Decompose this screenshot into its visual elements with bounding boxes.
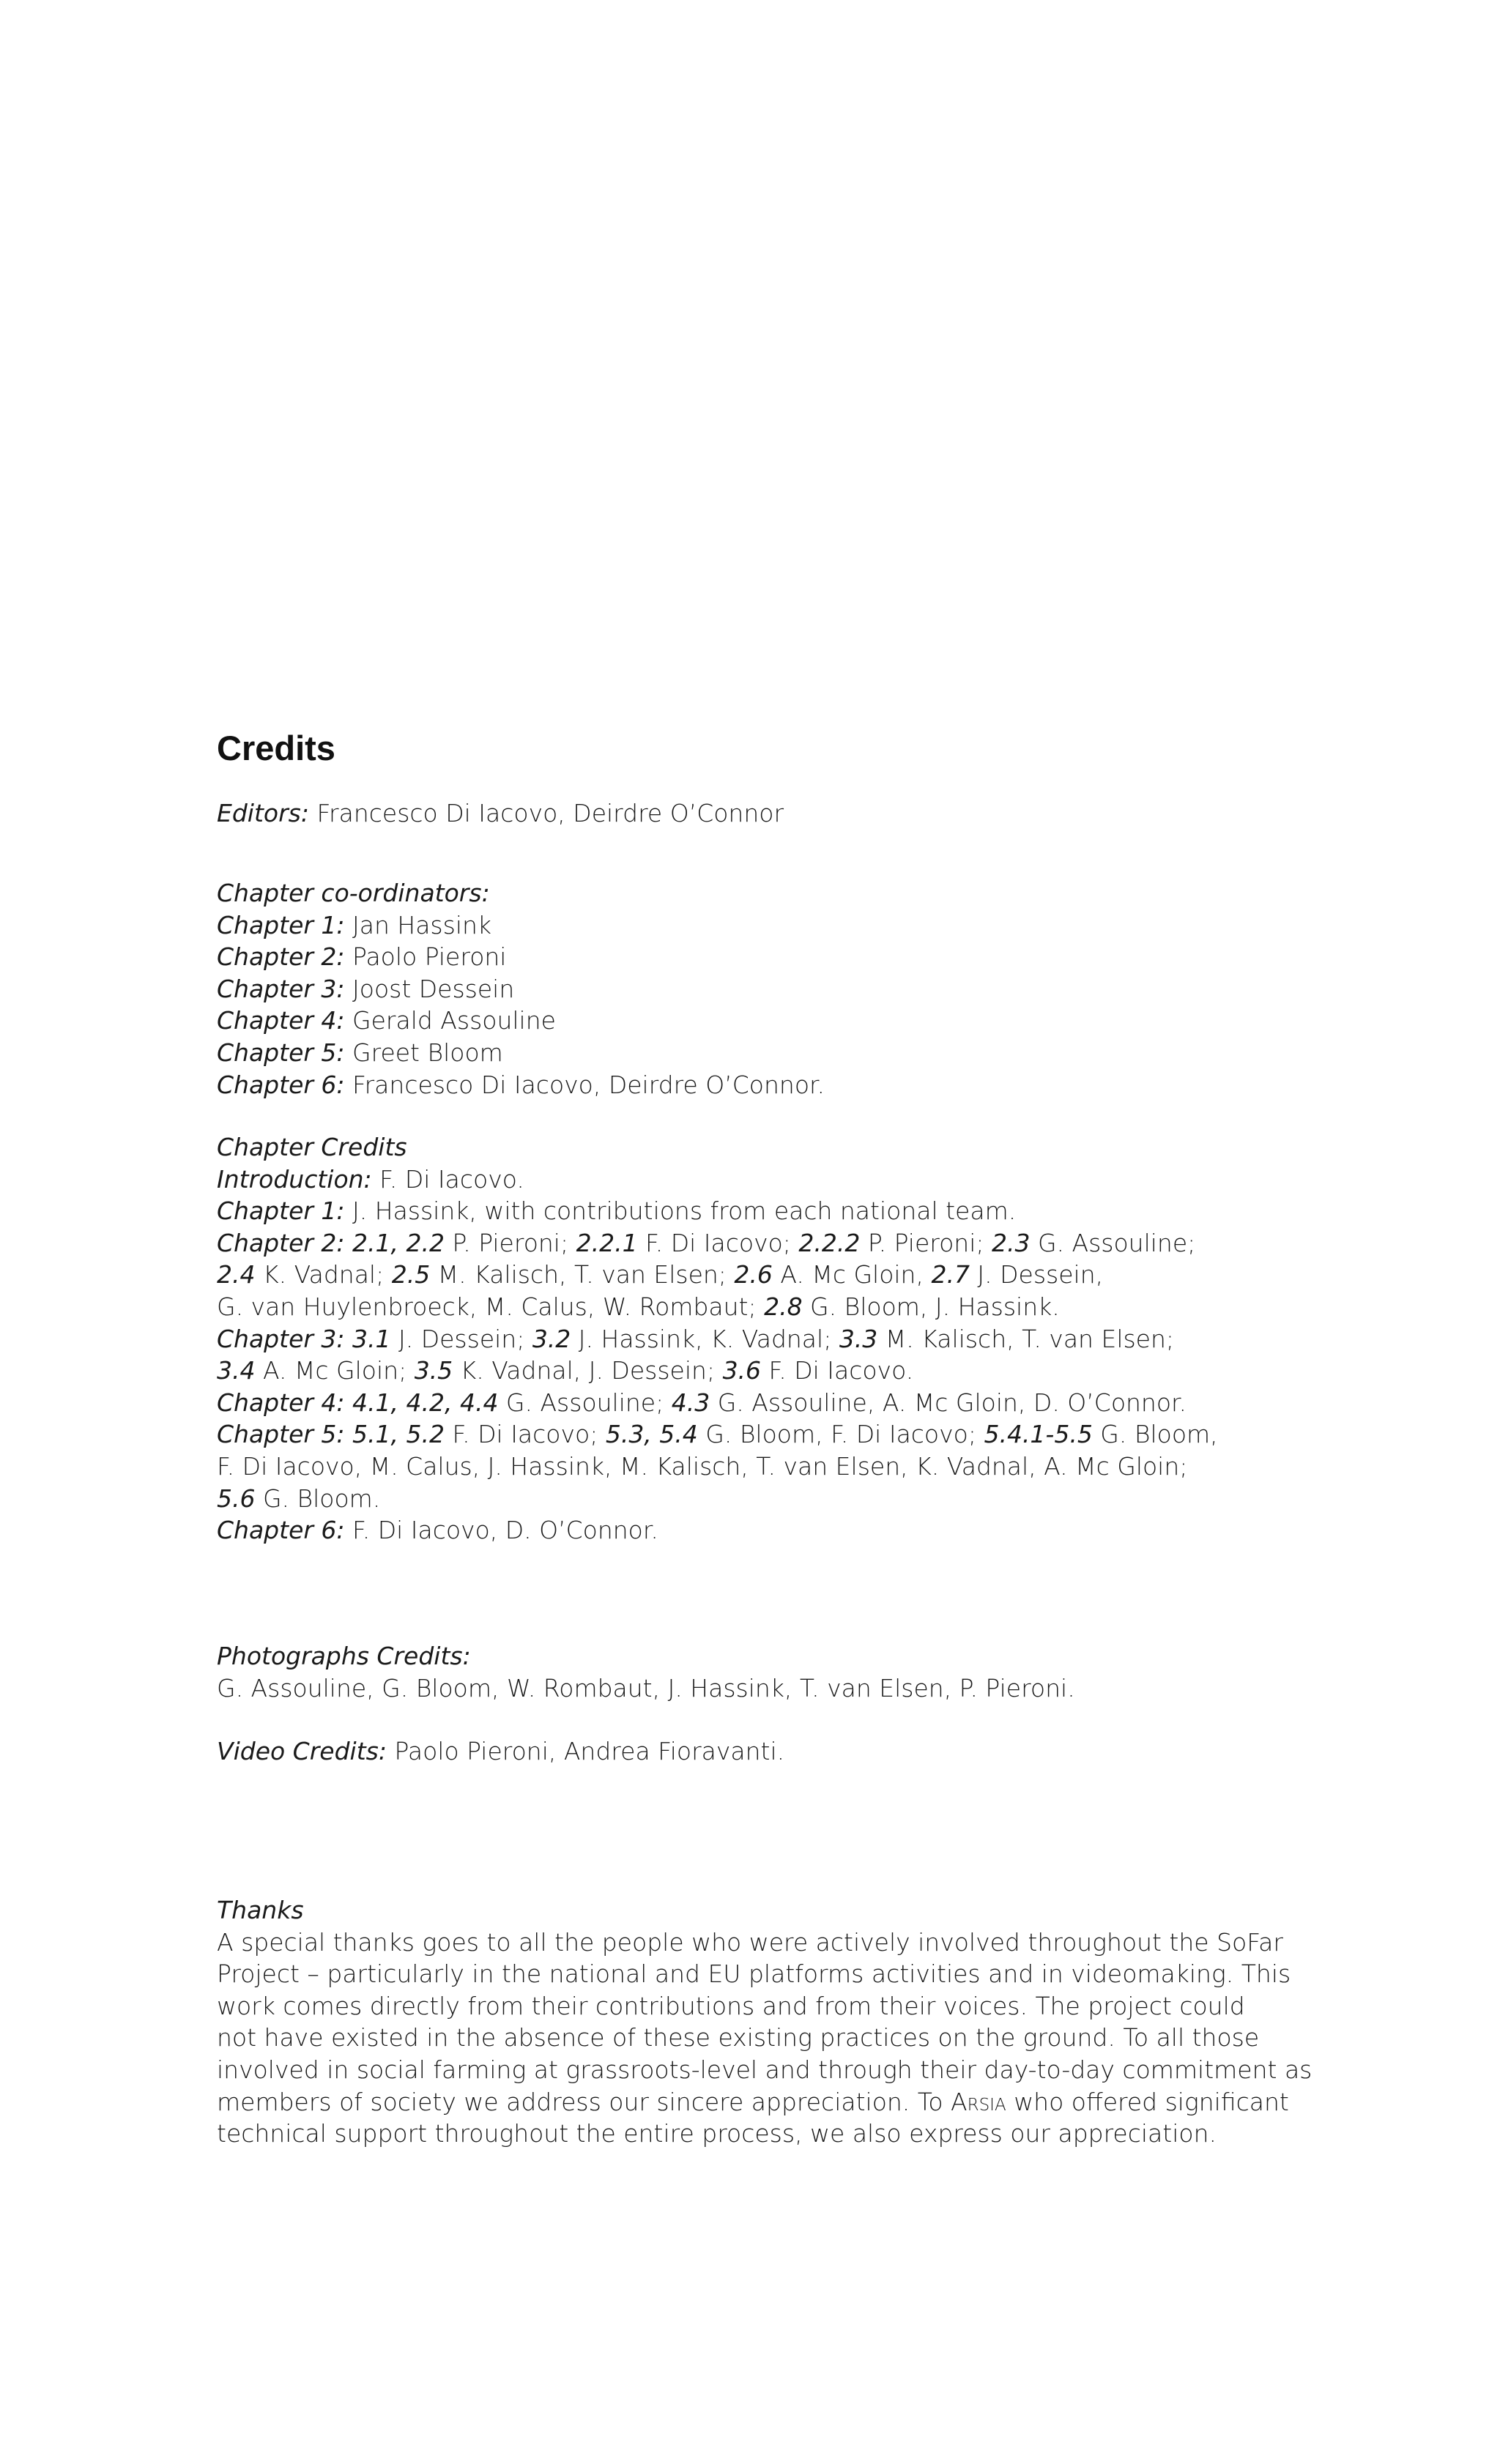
credit-value: F. Di Iacovo. — [371, 1164, 524, 1194]
coordinator-label: Chapter 2: — [217, 942, 345, 972]
credit-label: Chapter 4: — [217, 1388, 353, 1417]
credit-label: Chapter 3: — [217, 1324, 353, 1353]
section-ref: 4.1, 4.2, 4.4 — [352, 1388, 499, 1417]
credit-names: F. Di Iacovo; — [444, 1420, 606, 1449]
section-ref: 5.1, 5.2 — [352, 1420, 445, 1449]
credit-names: G. Assouline; — [498, 1388, 672, 1417]
thanks-text: who offered significant — [1006, 2087, 1289, 2116]
credit-chapter-2-line-2 — [217, 1259, 1218, 1291]
coordinator-value: Greet Bloom — [344, 1038, 503, 1067]
coordinators-heading: Chapter co-ordinators: — [217, 879, 490, 907]
video-value: Paolo Pieroni, Andrea Fioravanti. — [386, 1737, 785, 1765]
credit-chapter-3-line-2 — [217, 1355, 1218, 1387]
section-ref: 4.3 — [671, 1388, 710, 1417]
section-ref: 2.3 — [991, 1228, 1031, 1257]
section-ref: 3.1 — [352, 1324, 391, 1353]
credit-names: G. Assouline; — [1030, 1228, 1196, 1257]
credit-names: F. Di Iacovo, M. Calus, J. Hassink, M. Kalisch, T. van Elsen, K. Vadnal, A. Mc Gloin; — [217, 1451, 1188, 1481]
section-ref: 2.4 — [217, 1260, 256, 1289]
credit-names: K. Vadnal, J. Dessein; — [453, 1356, 723, 1385]
credit-names: K. Vadnal; — [255, 1260, 392, 1289]
credit-names: G. Bloom, — [1092, 1420, 1218, 1449]
credit-names: P. Pieroni; — [444, 1228, 576, 1257]
coordinator-item — [217, 1037, 825, 1069]
chapter-credits-section — [217, 1131, 1218, 1546]
section-ref: 2.6 — [734, 1260, 773, 1289]
coordinator-label: Chapter 6: — [217, 1070, 345, 1099]
credit-label: Chapter 6: — [217, 1516, 345, 1545]
credit-chapter-2-line-3 — [217, 1291, 1218, 1323]
credit-names: J. Dessein, — [969, 1260, 1104, 1289]
thanks-line: involved in social farming at grassroots-level and through their day-to-day commitment as — [217, 2055, 1312, 2084]
credit-label: Chapter 5: — [217, 1420, 353, 1449]
coordinator-label: Chapter 3: — [217, 974, 345, 1003]
section-ref: 2.8 — [764, 1292, 803, 1321]
video-label: Video Credits: — [217, 1737, 387, 1765]
credit-value: F. Di Iacovo, D. O’Connor. — [344, 1516, 658, 1545]
credit-names: G. Bloom, J. Hassink. — [802, 1292, 1060, 1321]
credit-chapter-6 — [217, 1514, 1218, 1546]
coordinator-item — [217, 909, 825, 942]
thanks-text: members of society we address our sincere appreciation. To — [217, 2087, 951, 2116]
credit-names: G. van Huylenbroeck, M. Calus, W. Rombaut; — [217, 1292, 765, 1321]
section-ref: 3.4 — [217, 1356, 256, 1385]
video-section — [217, 1735, 784, 1768]
coordinator-value: Paolo Pieroni — [344, 942, 507, 972]
thanks-line: not have existed in the absence of these existing practices on the ground. To all those — [217, 2023, 1260, 2052]
section-ref: 3.2 — [532, 1324, 571, 1353]
credit-label: Introduction: — [217, 1164, 372, 1194]
credit-value: J. Hassink, with contributions from each national team. — [344, 1196, 1017, 1226]
coordinator-label: Chapter 4: — [217, 1006, 345, 1035]
credit-names: M. Kalisch, T. van Elsen; — [430, 1260, 735, 1289]
photographs-section — [217, 1640, 1075, 1704]
editors-value: Francesco Di Iacovo, Deirdre O’Connor — [308, 799, 784, 827]
credit-chapter-1 — [217, 1195, 1218, 1227]
credit-names: A. Mc Gloin; — [255, 1356, 415, 1385]
photographs-value: G. Assouline, G. Bloom, W. Rombaut, J. Hassink, T. van Elsen, P. Pieroni. — [217, 1673, 1075, 1702]
section-ref: 2.7 — [931, 1260, 970, 1289]
credit-introduction — [217, 1164, 1218, 1196]
credit-chapter-5-line-3 — [217, 1483, 1218, 1515]
credit-names: M. Kalisch, T. van Elsen; — [877, 1324, 1175, 1353]
section-ref: 2.1, 2.2 — [352, 1228, 445, 1257]
section-ref: 2.2.2 — [798, 1228, 861, 1257]
credit-names: G. Bloom. — [255, 1484, 381, 1513]
editors-line — [217, 797, 784, 830]
credit-chapter-5-line-1 — [217, 1418, 1218, 1451]
credit-names: J. Hassink, K. Vadnal; — [571, 1324, 839, 1353]
thanks-line: A special thanks goes to all the people who were actively involved throughout the SoFar — [217, 1927, 1283, 1957]
thanks-line: work comes directly from their contributions and from their voices. The project could — [217, 1991, 1245, 2020]
credit-names: F. Di Iacovo. — [761, 1356, 914, 1385]
credit-chapter-2-line-1 — [217, 1227, 1218, 1259]
coordinator-item — [217, 973, 825, 1005]
credit-chapter-4 — [217, 1387, 1218, 1419]
section-ref: 3.6 — [722, 1356, 762, 1385]
coordinator-label: Chapter 1: — [217, 910, 345, 939]
thanks-line — [217, 2086, 1312, 2118]
credit-label: Chapter 2: — [217, 1228, 353, 1257]
coordinators-section — [217, 877, 825, 1101]
coordinator-label: Chapter 5: — [217, 1038, 345, 1067]
photographs-label: Photographs Credits: — [217, 1642, 471, 1670]
thanks-line: Project – particularly in the national and EU platforms activities and in videomaking. This — [217, 1959, 1291, 1989]
video-line — [217, 1735, 784, 1768]
coordinator-value: Joost Dessein — [344, 974, 515, 1003]
section-ref: 3.5 — [414, 1356, 453, 1385]
credit-names: J. Dessein; — [390, 1324, 532, 1353]
credit-label: Chapter 1: — [217, 1196, 345, 1226]
coordinator-value: Jan Hassink — [344, 910, 492, 939]
coordinator-value: Gerald Assouline — [344, 1006, 556, 1035]
credit-chapter-3-line-1 — [217, 1323, 1218, 1355]
coordinator-item — [217, 1005, 825, 1037]
section-ref: 2.2.1 — [576, 1228, 638, 1257]
credit-names: P. Pieroni; — [860, 1228, 992, 1257]
credit-names: G. Bloom, F. Di Iacovo; — [697, 1420, 984, 1449]
section-ref: 2.5 — [391, 1260, 431, 1289]
section-ref: 5.6 — [217, 1484, 256, 1513]
credit-names: A. Mc Gloin, — [772, 1260, 932, 1289]
coordinator-item — [217, 1069, 825, 1101]
credit-names: F. Di Iacovo; — [637, 1228, 799, 1257]
thanks-heading: Thanks — [217, 1896, 304, 1924]
thanks-line: technical support throughout the entire process, we also express our appreciation. — [217, 2119, 1217, 2148]
coordinator-value: Francesco Di Iacovo, Deirdre O’Connor. — [344, 1070, 825, 1099]
coordinator-item — [217, 941, 825, 973]
chapter-credits-heading: Chapter Credits — [217, 1133, 407, 1161]
editors-label: Editors: — [217, 799, 309, 827]
page-title: Credits — [217, 729, 335, 767]
arsia-name: Arsia — [951, 2087, 1006, 2116]
editors-section — [217, 797, 784, 830]
credit-chapter-5-line-2 — [217, 1451, 1218, 1483]
section-ref: 5.4.1-5.5 — [984, 1420, 1093, 1449]
credit-names: G. Assouline, A. Mc Gloin, D. O’Connor. — [710, 1388, 1187, 1417]
section-ref: 5.3, 5.4 — [605, 1420, 698, 1449]
thanks-section — [217, 1894, 1312, 2150]
section-ref: 3.3 — [839, 1324, 878, 1353]
